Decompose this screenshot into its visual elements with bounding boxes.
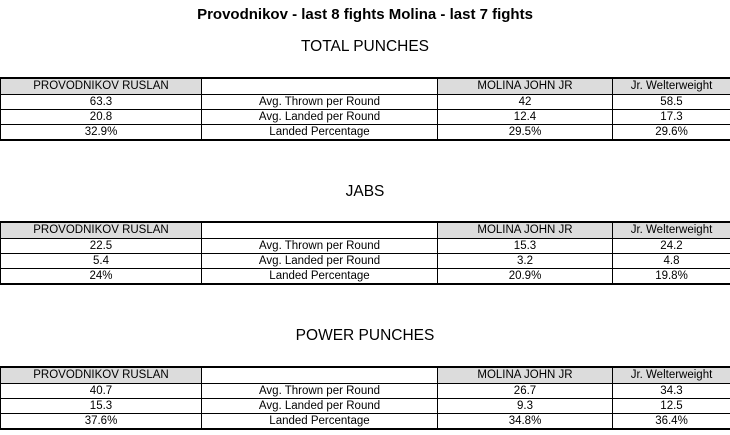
header-fighter1: PROVODNIKOV RUSLAN xyxy=(1,222,202,239)
fighter2-value: 3.2 xyxy=(438,254,613,269)
division-value: 34.3 xyxy=(613,384,730,399)
table-row xyxy=(1,254,730,269)
fighter1-value: 24% xyxy=(1,269,202,285)
fighter1-value: 37.6% xyxy=(1,414,202,430)
fighter2-value: 34.8% xyxy=(438,414,613,430)
division-value: 29.6% xyxy=(613,125,730,141)
fighter2-value: 12.4 xyxy=(438,110,613,125)
table-jabs xyxy=(0,221,730,285)
fighter2-value: 42 xyxy=(438,95,613,110)
header-fighter2: MOLINA JOHN JR xyxy=(438,367,613,384)
header-division: Jr. Welterweight xyxy=(613,78,730,95)
table-header-row xyxy=(1,78,730,95)
division-value: 24.2 xyxy=(613,239,730,254)
table-row xyxy=(1,95,730,110)
table-power-punches xyxy=(0,366,730,430)
table-row xyxy=(1,414,730,430)
section-heading: JABS xyxy=(345,183,385,200)
table-total-punches xyxy=(0,77,730,141)
fighter1-value: 63.3 xyxy=(1,95,202,110)
fighter2-value: 29.5% xyxy=(438,125,613,141)
fighter1-value: 15.3 xyxy=(1,399,202,414)
table-header-row xyxy=(1,367,730,384)
section-heading: TOTAL PUNCHES xyxy=(300,38,430,55)
division-value: 4.8 xyxy=(613,254,730,269)
division-value: 36.4% xyxy=(613,414,730,430)
metric-label: Avg. Thrown per Round xyxy=(202,384,438,399)
fighter1-value: 20.8 xyxy=(1,110,202,125)
table-row xyxy=(1,110,730,125)
header-fighter1: PROVODNIKOV RUSLAN xyxy=(1,78,202,95)
metric-label: Landed Percentage xyxy=(202,269,438,285)
metric-label: Avg. Thrown per Round xyxy=(202,95,438,110)
header-metric xyxy=(202,367,438,384)
division-value: 19.8% xyxy=(613,269,730,285)
division-value: 17.3 xyxy=(613,110,730,125)
header-fighter1: PROVODNIKOV RUSLAN xyxy=(1,367,202,384)
division-value: 12.5 xyxy=(613,399,730,414)
section-heading: POWER PUNCHES xyxy=(295,327,435,344)
metric-label: Avg. Landed per Round xyxy=(202,399,438,414)
metric-label: Landed Percentage xyxy=(202,125,438,141)
table-row xyxy=(1,399,730,414)
fighter2-value: 26.7 xyxy=(438,384,613,399)
metric-label: Avg. Thrown per Round xyxy=(202,239,438,254)
page-title: Provodnikov - last 8 fights Molina - last 7 fights xyxy=(197,6,533,23)
fighter2-value: 20.9% xyxy=(438,269,613,285)
header-division: Jr. Welterweight xyxy=(613,222,730,239)
fighter1-value: 22.5 xyxy=(1,239,202,254)
header-fighter2: MOLINA JOHN JR xyxy=(438,222,613,239)
header-metric xyxy=(202,222,438,239)
section-title-power-punches xyxy=(0,326,730,346)
metric-label: Avg. Landed per Round xyxy=(202,254,438,269)
table-row xyxy=(1,239,730,254)
table-header-row xyxy=(1,222,730,239)
fighter1-value: 5.4 xyxy=(1,254,202,269)
metric-label: Landed Percentage xyxy=(202,414,438,430)
header-metric xyxy=(202,78,438,95)
division-value: 58.5 xyxy=(613,95,730,110)
section-title-jabs xyxy=(0,182,730,202)
table-row xyxy=(1,125,730,141)
metric-label: Avg. Landed per Round xyxy=(202,110,438,125)
table-row xyxy=(1,384,730,399)
fighter2-value: 9.3 xyxy=(438,399,613,414)
header-fighter2: MOLINA JOHN JR xyxy=(438,78,613,95)
table-row xyxy=(1,269,730,285)
section-title-total-punches xyxy=(0,37,730,57)
fighter1-value: 40.7 xyxy=(1,384,202,399)
fighter2-value: 15.3 xyxy=(438,239,613,254)
fighter1-value: 32.9% xyxy=(1,125,202,141)
header-division: Jr. Welterweight xyxy=(613,367,730,384)
